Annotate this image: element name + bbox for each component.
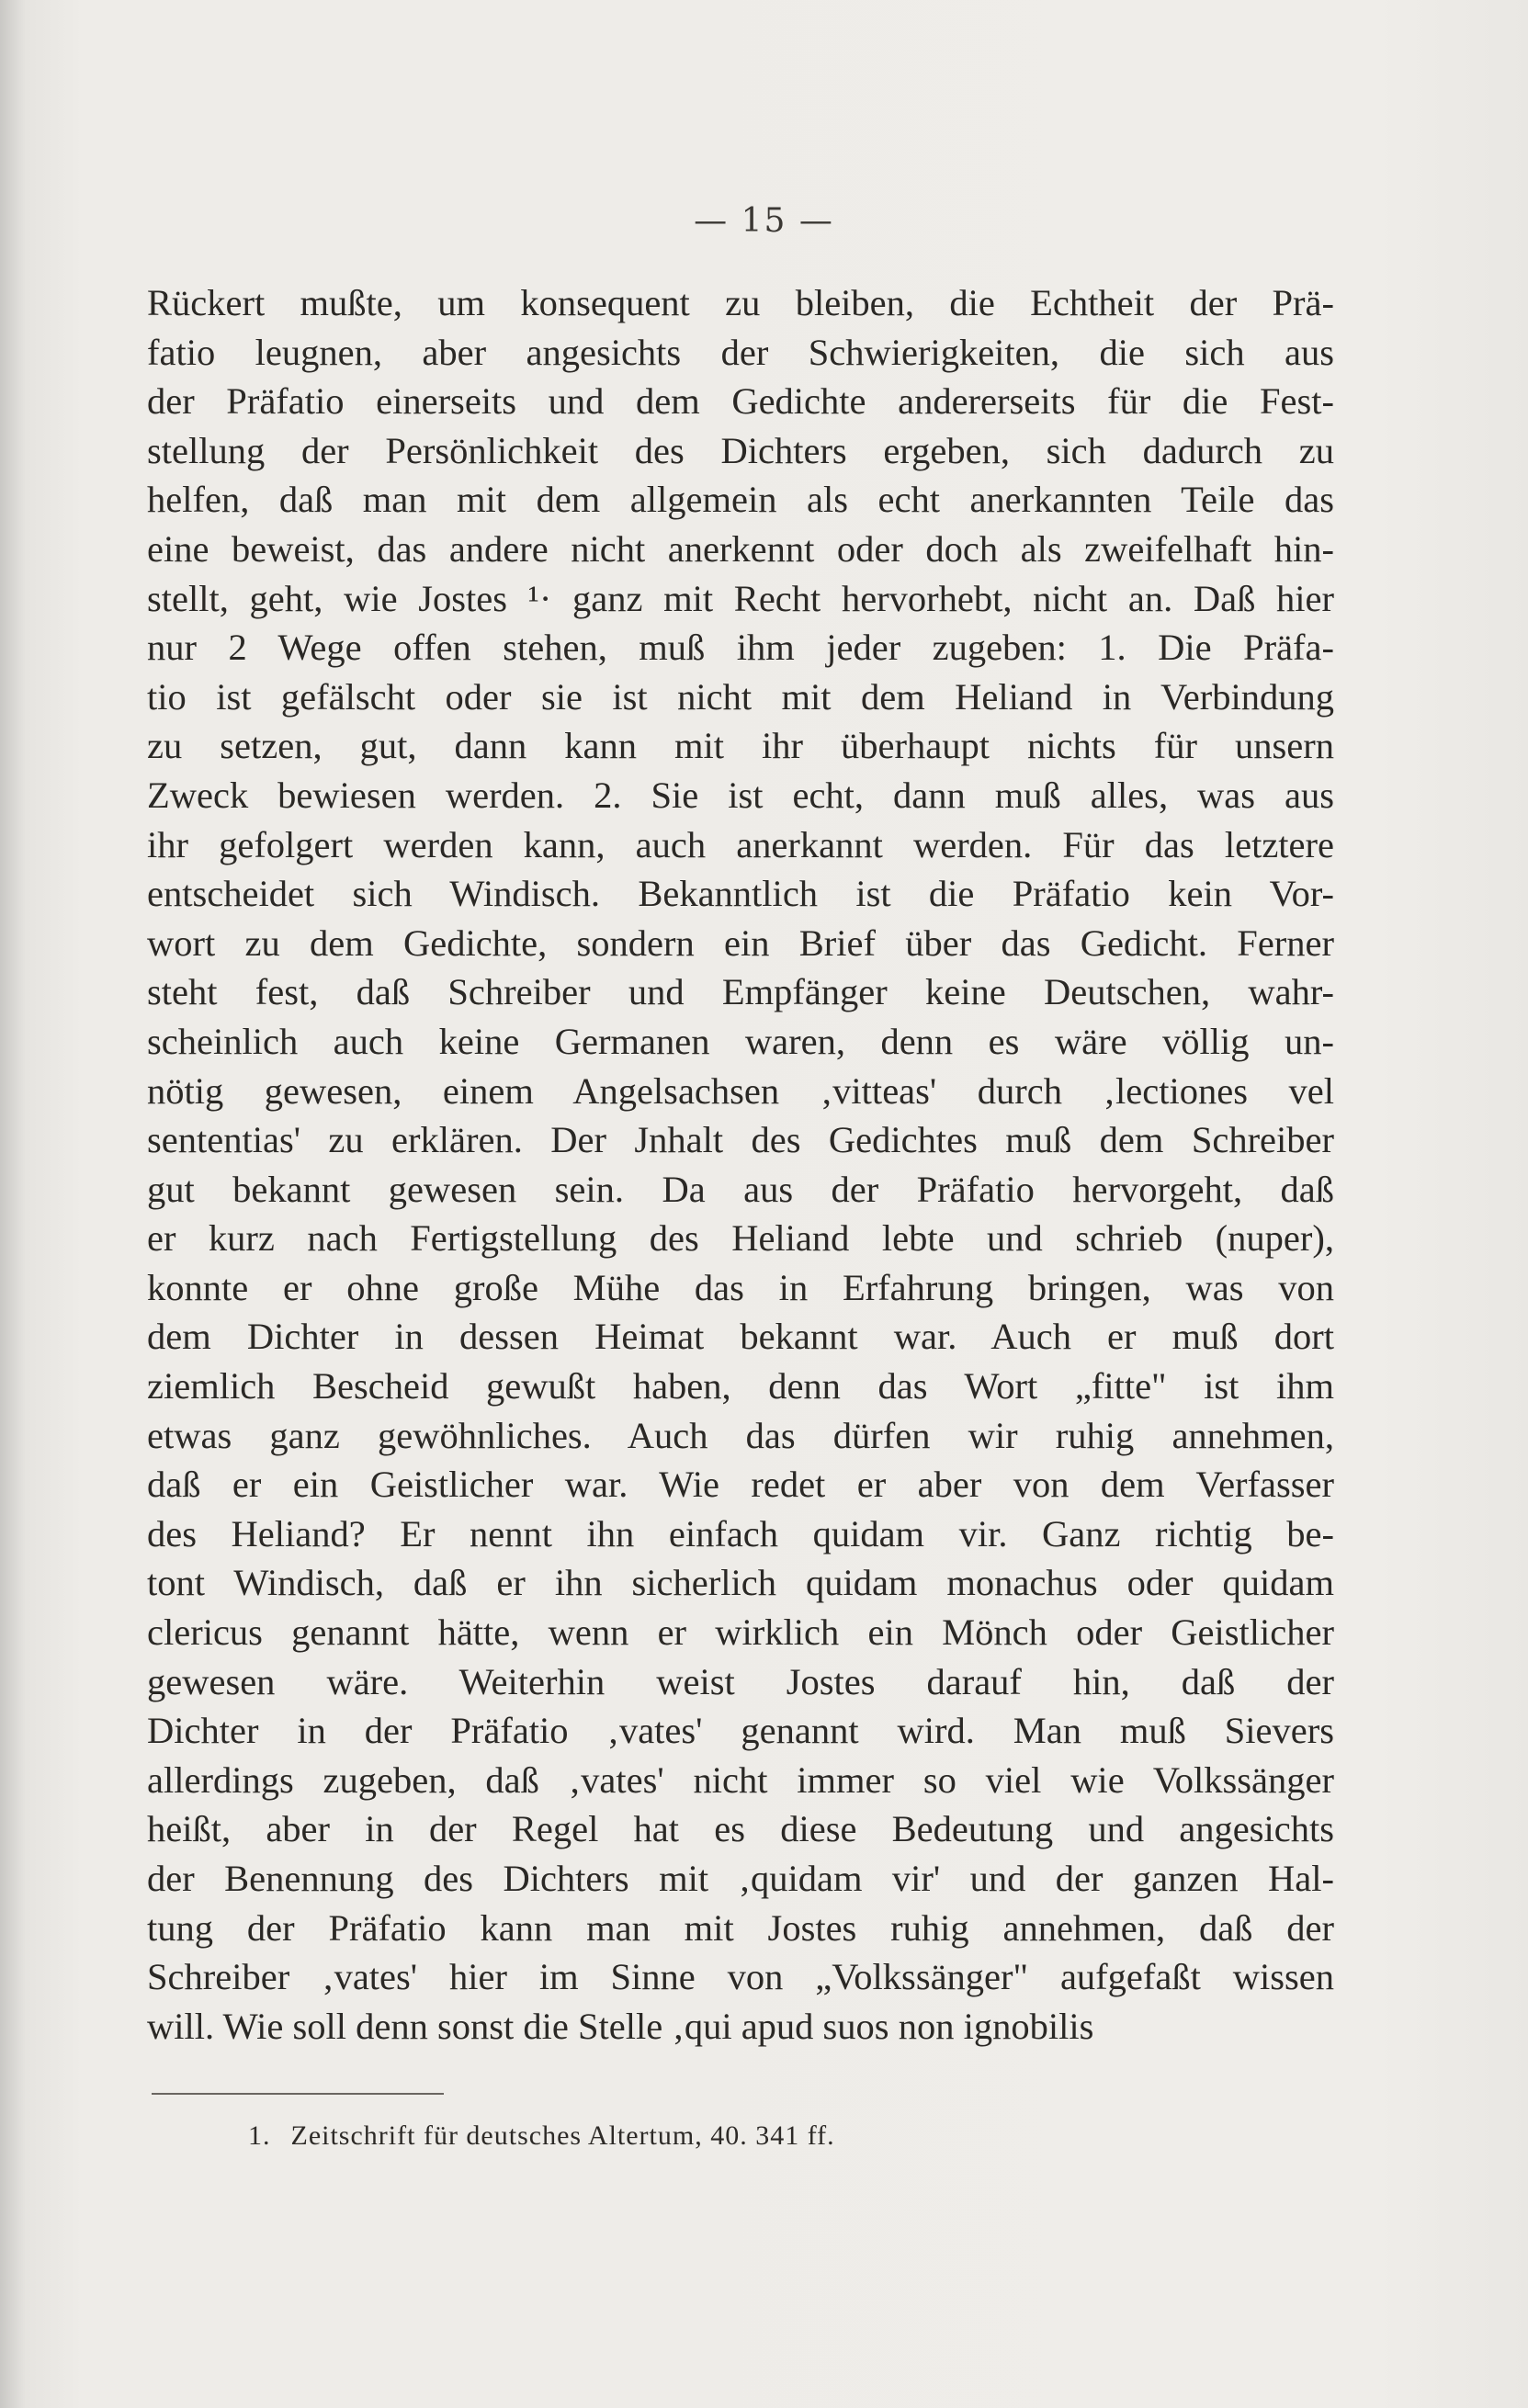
text-line: der Präfatio einerseits und dem Gedichte andererseits für die Fest- bbox=[147, 380, 1334, 423]
text-line: steht fest, daß Schreiber und Empfänger keine Deutschen, wahr- bbox=[147, 971, 1334, 1013]
body-text bbox=[147, 278, 1334, 2051]
text-line: Dichter in der Präfatio ‚vates' genannt wird. Man muß Sievers bbox=[147, 1710, 1334, 1752]
text-line: er kurz nach Fertigstellung des Heliand lebte und schrieb (nuper), bbox=[147, 1217, 1334, 1260]
text-line: sententias' zu erklären. Der Jnhalt des Gedichtes muß dem Schreiber bbox=[147, 1119, 1334, 1161]
text-line: tont Windisch, daß er ihn sicherlich quidam monachus oder quidam bbox=[147, 1562, 1334, 1604]
text-line: ziemlich Bescheid gewußt haben, denn das Wort „fitte" ist ihm bbox=[147, 1365, 1334, 1407]
text-line: scheinlich auch keine Germanen waren, denn es wäre völlig un- bbox=[147, 1020, 1334, 1062]
text-line: wort zu dem Gedichte, sondern ein Brief über das Gedicht. Ferner bbox=[147, 921, 1334, 964]
text-line: helfen, daß man mit dem allgemein als echt anerkannten Teile das bbox=[147, 479, 1334, 521]
text-line: will. Wie soll denn sonst die Stelle ‚qui apud suos non ignobilis bbox=[147, 2005, 1094, 2047]
text-line: konnte er ohne große Mühe das in Erfahrung bringen, was von bbox=[147, 1266, 1334, 1308]
text-line: zu setzen, gut, dann kann mit ihr überhaupt nichts für unsern bbox=[147, 725, 1334, 767]
footnote-text: Zeitschrift für deutsches Altertum, 40. 341 ff. bbox=[290, 2120, 835, 2151]
footnote-rule bbox=[152, 2093, 444, 2095]
text-line: der Benennung des Dichters mit ‚quidam vir' und der ganzen Hal- bbox=[147, 1858, 1334, 1899]
text-line: tung der Präfatio kann man mit Jostes ruhig annehmen, daß der bbox=[147, 1906, 1334, 1949]
page-number: — 15 — bbox=[694, 202, 834, 240]
text-line: Zweck bewiesen werden. 2. Sie ist echt, dann muß alles, was aus bbox=[147, 774, 1334, 816]
text-line: des Heliand? Er nennt ihn einfach quidam vir. Ganz richtig be- bbox=[147, 1512, 1334, 1554]
text-line: Rückert mußte, um konsequent zu bleiben, die Echtheit der Prä- bbox=[147, 282, 1334, 323]
text-line: Schreiber ‚vates' hier im Sinne von „Volkssänger" aufgefaßt wissen bbox=[147, 1956, 1334, 1998]
footnote bbox=[248, 2120, 835, 2152]
text-line: fatio leugnen, aber angesichts der Schwierigkeiten, die sich aus bbox=[147, 331, 1334, 373]
text-line: nur 2 Wege offen stehen, muß ihm jeder zugeben: 1. Die Präfa- bbox=[147, 627, 1334, 669]
text-line: dem Dichter in dessen Heimat bekannt war. Auch er muß dort bbox=[147, 1316, 1334, 1358]
text-line: heißt, aber in der Regel hat es diese Bedeutung und angesichts bbox=[147, 1808, 1334, 1850]
text-line: clericus genannt hätte, wenn er wirklich ein Mönch oder Geistlicher bbox=[147, 1611, 1334, 1654]
text-line: entscheidet sich Windisch. Bekanntlich ist die Präfatio kein Vor- bbox=[147, 873, 1334, 915]
footnote-marker: 1. bbox=[248, 2120, 271, 2151]
text-line: stellung der Persönlichkeit des Dichters ergeben, sich dadurch zu bbox=[147, 429, 1334, 471]
text-line: nötig gewesen, einem Angelsachsen ‚vitteas' durch ‚lectiones vel bbox=[147, 1069, 1334, 1112]
text-line: gewesen wäre. Weiterhin weist Jostes darauf hin, daß der bbox=[147, 1660, 1334, 1702]
text-line: daß er ein Geistlicher war. Wie redet er aber von dem Verfasser bbox=[147, 1464, 1334, 1506]
text-line: stellt, geht, wie Jostes ¹· ganz mit Recht hervorhebt, nicht an. Daß hier bbox=[147, 577, 1334, 619]
text-line: gut bekannt gewesen sein. Da aus der Präfatio hervorgeht, daß bbox=[147, 1168, 1334, 1210]
text-line: eine beweist, das andere nicht anerkennt oder doch als zweifelhaft hin- bbox=[147, 527, 1334, 570]
text-line: allerdings zugeben, daß ‚vates' nicht immer so viel wie Volkssänger bbox=[147, 1758, 1334, 1801]
text-line: tio ist gefälscht oder sie ist nicht mit dem Heliand in Verbindung bbox=[147, 675, 1334, 718]
text-line: ihr gefolgert werden kann, auch anerkannt werden. Für das letztere bbox=[147, 823, 1334, 865]
text-line: etwas ganz gewöhnliches. Auch das dürfen wir ruhig annehmen, bbox=[147, 1414, 1334, 1456]
